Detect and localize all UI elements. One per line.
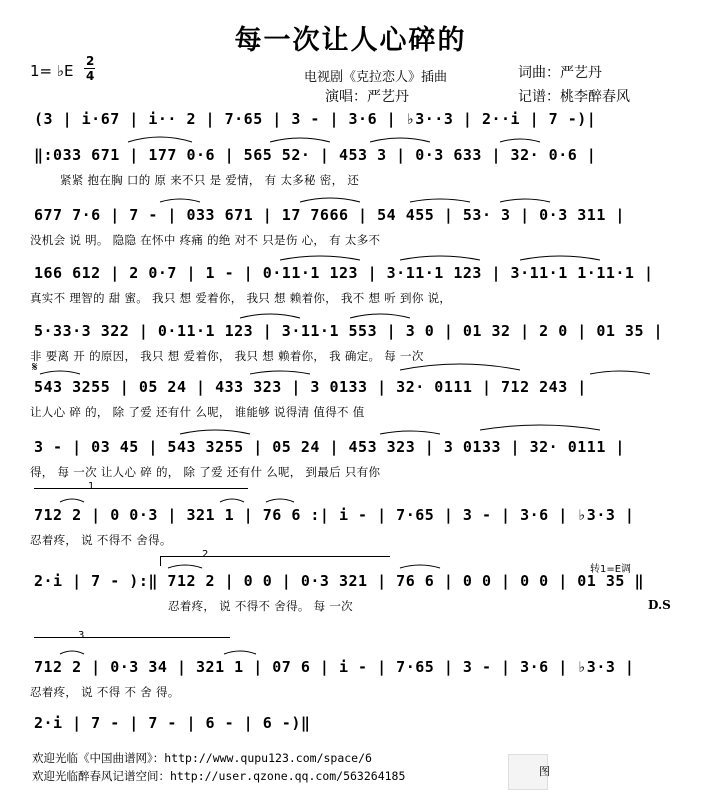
score-row-notes: 712 2 | 0·3 34 | 321 1 | 07 6 | i - | 7·65 | 3 - | 3·6 | ♭3·3 | — [34, 658, 635, 676]
segno-sign: 𝄋 — [32, 360, 38, 375]
volta-3-label: 3 — [78, 630, 85, 641]
score-row-lyrics: 得， 每 一次 让人心 碎 的， 除 了爱 还有什 么呢， 到最后 只有你 — [30, 465, 381, 479]
score-row-notes: 2·i | 7 - ):‖ 712 2 | 0 0 | 0·3 321 | 76 6 | 0 0 | 0 0 | 01 35 ‖ — [34, 572, 644, 590]
time-signature-bottom: 4 — [86, 69, 95, 83]
score-row-notes: 166 612 | 2 0·7 | 1 - | 0·11·1 123 | 3·11·1 123 | 3·11·1 1·11·1 | — [34, 264, 654, 282]
score-row-notes: ‖:033 671 | 177 0·6 | 565 52· | 453 3 | 0·3 633 | 32· 0·6 | — [34, 146, 597, 164]
lyricist-composer: 词曲：严艺丹 — [518, 65, 602, 81]
score-row-notes: 677 7·6 | 7 - | 033 671 | 17 7666 | 54 455 | 53· 3 | 0·3 311 | — [34, 206, 625, 224]
footer-link-qzone[interactable]: 欢迎光临醉春风记谱空间：http://user.qzone.qq.com/563264185 — [32, 769, 406, 783]
key-change-label: 转1=E调 — [590, 564, 632, 575]
volta-1-label: 1 — [88, 481, 95, 492]
ds-marker: D.S — [648, 598, 671, 612]
score-row-notes: 712 2 | 0 0·3 | 321 1 | 76 6 :| i - | 7·65 | 3 - | 3·6 | ♭3·3 | — [34, 506, 635, 524]
score-row-notes: 543 3255 | 05 24 | 433 323 | 3 0133 | 32· 0111 | 712 243 | — [34, 378, 587, 396]
score-row-lyrics: 真实不 理智的 甜 蜜。 我只 想 爱着你， 我只 想 赖着你， 我不 想 听 到你 说， — [30, 291, 452, 305]
page-title: 每一次让人心碎的 — [234, 25, 467, 56]
score-row-lyrics: 没机会 说 明。 隐隐 在怀中 疼痛 的绝 对不 只是伤 心， 有 太多不 — [30, 233, 381, 247]
score-row-notes: (3 | i·67 | i·· 2 | 7·65 | 3 - | 3·6 | ♭3··3 | 2··i | 7 -)| — [34, 110, 597, 128]
score-row-lyrics: 非 要离 开 的原因， 我只 想 爱着你， 我只 想 赖着你， 我 确定。 每 一次 — [30, 349, 424, 363]
volta-2-label: 2 — [202, 549, 209, 560]
score-row-lyrics: 紧紧 抱在胸 口的 原 来不只 是 爱情， 有 太多秘 密， 还 — [60, 173, 360, 187]
score-row-lyrics: 忍着疼， 说 不得 不 舍 得。 — [30, 685, 180, 699]
key-signature: 1= ♭E — [30, 62, 74, 80]
singer-credit: 演唱：严艺丹 — [325, 89, 409, 105]
source-credit: 电视剧《克拉恋人》插曲 — [304, 70, 448, 85]
transcriber-credit: 记谱：桃李醉春风 — [518, 89, 630, 105]
score-row-lyrics: 忍着疼， 说 不得不 舍得。 每 一次 — [168, 599, 353, 613]
score-row-notes: 2·i | 7 - | 7 - | 6 - | 6 -)‖ — [34, 714, 311, 732]
watermark-logo: 图 — [508, 754, 548, 790]
score-row-lyrics: 让人心 碎 的， 除 了爱 还有什 么呢， 谁能够 说得清 值得不 值 — [30, 405, 365, 419]
time-signature-top: 2 — [86, 54, 95, 68]
footer-link-qupu[interactable]: 欢迎光临《中国曲谱网》：http://www.qupu123.com/space/6 — [32, 751, 372, 765]
score-row-notes: 5·33·3 322 | 0·11·1 123 | 3·11·1 553 | 3 0 | 01 32 | 2 0 | 01 35 | — [34, 322, 664, 340]
score-row-notes: 3 - | 03 45 | 543 3255 | 05 24 | 453 323 | 3 0133 | 32· 0111 | — [34, 438, 625, 456]
score-row-lyrics: 忍着疼， 说 不得不 舍得。 — [30, 533, 172, 547]
